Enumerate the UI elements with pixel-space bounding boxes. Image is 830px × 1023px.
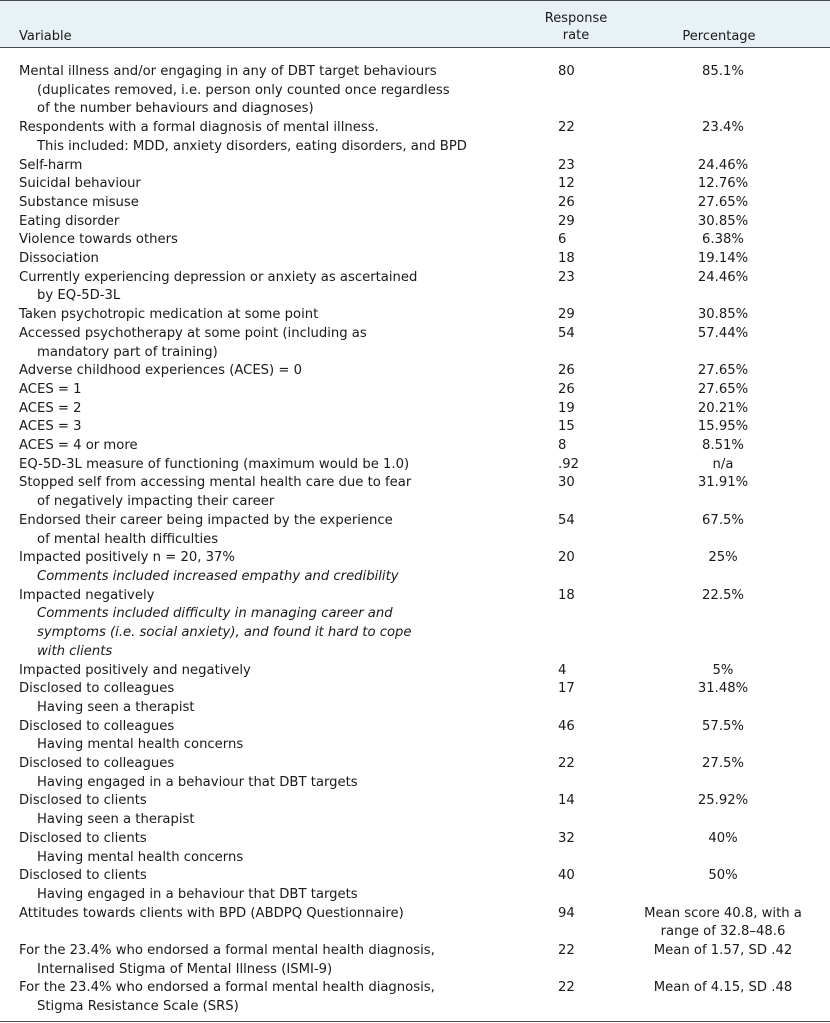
cell-variable-line: Comments included difficulty in managing career and (37, 606, 393, 622)
cell-variable (0, 755, 524, 792)
cell-percentage (628, 325, 818, 362)
cell-percentage-line: 6.38% (702, 232, 744, 248)
header-response-line1: Response (544, 11, 608, 26)
cell-variable-line: Having engaged in a behaviour that DBT targets (37, 774, 358, 790)
cell-variable-line: Impacted positively and negatively (19, 662, 251, 678)
table-row (0, 381, 830, 400)
cell-percentage-line: 85.1% (702, 64, 744, 79)
bottom-rule (0, 1021, 830, 1022)
cell-percentage (628, 250, 818, 269)
cell-response-rate: 20 (558, 550, 575, 566)
cell-variable-line: Violence towards others (19, 232, 178, 248)
cell-variable-line: Substance misuse (19, 194, 139, 210)
cell-percentage-line: 12.76% (697, 176, 749, 192)
cell-variable-line: Having seen a therapist (37, 699, 195, 715)
cell-percentage-line: Mean of 4.15, SD .48 (653, 980, 793, 996)
cell-percentage-line: 23.4% (702, 120, 744, 136)
cell-percentage (628, 755, 818, 792)
table-row (0, 250, 830, 269)
table-row (0, 194, 830, 213)
cell-variable-line: Taken psychotropic medication at some point (19, 307, 319, 323)
cell-variable-line: Adverse childhood experiences (ACES) = 0 (19, 363, 303, 379)
cell-percentage (628, 456, 818, 475)
table-row (0, 587, 830, 662)
cell-variable (0, 175, 524, 194)
cell-percentage-line: n/a (712, 456, 734, 472)
cell-percentage (628, 157, 818, 176)
cell-variable-line: Attitudes towards clients with BPD (ABDPQ Questionnaire) (19, 905, 404, 921)
cell-percentage (628, 587, 818, 662)
table-header (0, 0, 830, 48)
cell-response-rate: 23 (558, 157, 575, 173)
cell-variable-line: by EQ-5D-3L (37, 288, 121, 304)
table-row (0, 662, 830, 681)
cell-variable (0, 381, 524, 400)
cell-variable-line: Disclosed to clients (19, 868, 147, 884)
cell-percentage-line: 67.5% (702, 512, 744, 528)
cell-percentage (628, 942, 818, 979)
cell-percentage-line: Mean of 1.57, SD .42 (653, 943, 793, 959)
cell-variable-line: Internalised Stigma of Mental Illness (ISMI-9) (37, 961, 333, 977)
cell-variable (0, 456, 524, 475)
cell-variable (0, 269, 524, 306)
cell-response-rate: 12 (558, 176, 575, 192)
table-row (0, 306, 830, 325)
cell-variable-line: symptoms (i.e. social anxiety), and found it hard to cope (37, 625, 412, 641)
cell-variable-line: Endorsed their career being impacted by the experience (19, 512, 393, 528)
cell-percentage (628, 437, 818, 456)
cell-response-rate: 18 (558, 587, 575, 603)
cell-response-rate: 22 (558, 980, 575, 996)
cell-variable-line: This included: MDD, anxiety disorders, eating disorders, and BPD (37, 138, 467, 154)
cell-variable-line: ACES = 3 (19, 419, 82, 435)
cell-variable (0, 792, 524, 829)
cell-variable (0, 680, 524, 717)
cell-percentage (628, 549, 818, 586)
cell-percentage-line: 31.91% (697, 475, 749, 491)
cell-variable (0, 157, 524, 176)
table-row (0, 830, 830, 867)
cell-percentage-line: Mean score 40.8, with a (644, 905, 802, 921)
cell-variable (0, 213, 524, 232)
cell-percentage (628, 718, 818, 755)
table-row (0, 119, 830, 156)
cell-variable-line: Comments included increased empathy and credibility (37, 568, 399, 584)
cell-percentage (628, 905, 818, 942)
cell-percentage (628, 231, 818, 250)
cell-variable (0, 867, 524, 904)
cell-percentage-line: 24.46% (697, 157, 749, 173)
cell-variable-line: Eating disorder (19, 213, 120, 229)
cell-percentage (628, 474, 818, 511)
cell-variable (0, 194, 524, 213)
table-row (0, 979, 830, 1016)
cell-variable (0, 437, 524, 456)
cell-variable-line: Disclosed to clients (19, 830, 147, 846)
table-row (0, 549, 830, 586)
table-row (0, 269, 830, 306)
cell-percentage (628, 512, 818, 549)
cell-variable-line: Having seen a therapist (37, 812, 195, 828)
cell-response-rate: 22 (558, 756, 575, 772)
cell-variable (0, 905, 524, 942)
cell-percentage-line: 27.5% (702, 756, 744, 772)
table-row (0, 718, 830, 755)
cell-response-rate: 30 (558, 475, 575, 491)
cell-variable (0, 942, 524, 979)
cell-variable-line: Currently experiencing depression or anxiety as ascertained (19, 269, 418, 285)
cell-percentage (628, 792, 818, 829)
cell-percentage-line: 30.85% (697, 307, 749, 323)
cell-variable (0, 587, 524, 662)
cell-variable-line: Stigma Resistance Scale (SRS) (37, 999, 239, 1015)
cell-variable-line: Self-harm (19, 157, 83, 173)
cell-variable-line: Having mental health concerns (37, 737, 244, 753)
table-row (0, 231, 830, 250)
cell-response-rate: 80 (558, 64, 575, 79)
cell-percentage (628, 381, 818, 400)
cell-variable (0, 400, 524, 419)
cell-percentage-line: 25.92% (697, 793, 749, 809)
table-row (0, 512, 830, 549)
cell-percentage (628, 867, 818, 904)
cell-variable (0, 250, 524, 269)
cell-percentage (628, 680, 818, 717)
cell-response-rate: 29 (558, 213, 575, 229)
cell-response-rate: 14 (558, 793, 575, 809)
cell-variable (0, 830, 524, 867)
cell-response-rate: 32 (558, 830, 575, 846)
cell-variable-line: of mental health difficulties (37, 531, 219, 547)
cell-variable (0, 231, 524, 250)
cell-variable-line: Having engaged in a behaviour that DBT targets (37, 886, 358, 902)
cell-percentage (628, 362, 818, 381)
table-row (0, 63, 830, 119)
cell-variable (0, 718, 524, 755)
cell-percentage-line: 57.44% (697, 325, 749, 341)
cell-percentage (628, 306, 818, 325)
cell-variable (0, 306, 524, 325)
cell-percentage-line: 8.51% (702, 438, 744, 454)
cell-variable (0, 662, 524, 681)
cell-variable-line: Stopped self from accessing mental health care due to fear (19, 475, 412, 491)
cell-response-rate: 15 (558, 419, 575, 435)
cell-response-rate: 40 (558, 868, 575, 884)
cell-percentage-line: 20.21% (697, 400, 749, 416)
table-row (0, 905, 830, 942)
cell-response-rate: 18 (558, 251, 575, 267)
cell-percentage-line: range of 32.8–48.6 (660, 924, 786, 940)
cell-variable-line: ACES = 1 (19, 381, 82, 397)
cell-variable (0, 119, 524, 156)
cell-variable-line: Disclosed to colleagues (19, 681, 175, 697)
cell-percentage (628, 213, 818, 232)
cell-variable-line: Dissociation (19, 251, 99, 267)
table-row (0, 456, 830, 475)
table-body (0, 63, 830, 1017)
cell-response-rate: 22 (558, 943, 575, 959)
cell-variable (0, 979, 524, 1016)
table-row (0, 157, 830, 176)
cell-percentage-line: 27.65% (697, 194, 749, 210)
header-percentage: Percentage (682, 29, 756, 44)
cell-response-rate: 4 (558, 662, 567, 678)
cell-percentage-line: 57.5% (702, 718, 744, 734)
cell-response-rate: 23 (558, 269, 575, 285)
cell-variable-line: of the number behaviours and diagnoses) (37, 101, 314, 117)
cell-variable-line: (duplicates removed, i.e. person only counted once regardless (37, 82, 450, 98)
cell-response-rate: 26 (558, 381, 575, 397)
table-row (0, 175, 830, 194)
cell-percentage-line: 24.46% (697, 269, 749, 285)
cell-variable (0, 474, 524, 511)
cell-percentage (628, 194, 818, 213)
cell-response-rate: 29 (558, 307, 575, 323)
header-response-line2: rate (562, 28, 590, 43)
header-variable: Variable (19, 29, 72, 44)
cell-variable (0, 362, 524, 381)
cell-response-rate: 26 (558, 194, 575, 210)
header-response-rate (524, 10, 628, 44)
cell-variable (0, 63, 524, 119)
cell-variable-line: ACES = 2 (19, 400, 82, 416)
cell-variable-line: Impacted positively n = 20, 37% (19, 550, 235, 566)
cell-variable-line: For the 23.4% who endorsed a formal mental health diagnosis, (19, 980, 435, 996)
table-row (0, 680, 830, 717)
cell-percentage-line: 15.95% (697, 419, 749, 435)
table-row (0, 437, 830, 456)
cell-response-rate: 54 (558, 512, 575, 528)
cell-variable (0, 418, 524, 437)
cell-variable-line: Mental illness and/or engaging in any of DBT target behaviours (19, 64, 437, 79)
cell-percentage-line: 5% (712, 662, 734, 678)
cell-variable-line: ACES = 4 or more (19, 438, 138, 454)
cell-percentage (628, 979, 818, 1016)
cell-response-rate: 46 (558, 718, 575, 734)
cell-variable-line: Disclosed to colleagues (19, 756, 175, 772)
cell-percentage-line: 19.14% (697, 251, 749, 267)
cell-response-rate: 19 (558, 400, 575, 416)
cell-variable-line: Suicidal behaviour (19, 176, 141, 192)
cell-percentage-line: 30.85% (697, 213, 749, 229)
table-row (0, 325, 830, 362)
cell-variable-line: Disclosed to colleagues (19, 718, 175, 734)
cell-percentage (628, 400, 818, 419)
cell-percentage-line: 27.65% (697, 381, 749, 397)
table-row (0, 755, 830, 792)
cell-percentage (628, 830, 818, 867)
cell-response-rate: 8 (558, 438, 567, 454)
cell-percentage-line: 40% (708, 830, 738, 846)
cell-percentage-line: 27.65% (697, 363, 749, 379)
table-row (0, 867, 830, 904)
cell-response-rate: .92 (558, 456, 579, 472)
cell-response-rate: 26 (558, 363, 575, 379)
cell-variable-line: Accessed psychotherapy at some point (including as (19, 325, 367, 341)
cell-percentage-line: 31.48% (697, 681, 749, 697)
cell-percentage-line: 22.5% (702, 587, 744, 603)
table-row (0, 400, 830, 419)
cell-percentage (628, 662, 818, 681)
cell-percentage (628, 63, 818, 119)
cell-variable-line: Disclosed to clients (19, 793, 147, 809)
cell-response-rate: 54 (558, 325, 575, 341)
table-row (0, 474, 830, 511)
cell-variable (0, 549, 524, 586)
cell-percentage (628, 119, 818, 156)
cell-variable-line: For the 23.4% who endorsed a formal mental health diagnosis, (19, 943, 435, 959)
cell-variable-line: Having mental health concerns (37, 849, 244, 865)
cell-response-rate: 17 (558, 681, 575, 697)
cell-response-rate: 94 (558, 905, 575, 921)
table-row (0, 418, 830, 437)
cell-response-rate: 22 (558, 120, 575, 136)
cell-variable (0, 325, 524, 362)
cell-variable-line: with clients (37, 643, 113, 659)
cell-variable-line: Respondents with a formal diagnosis of mental illness. (19, 120, 379, 136)
cell-variable-line: of negatively impacting their career (37, 494, 275, 510)
cell-variable-line: mandatory part of training) (37, 344, 218, 360)
cell-variable (0, 512, 524, 549)
table-row (0, 213, 830, 232)
table-row (0, 792, 830, 829)
cell-percentage (628, 175, 818, 194)
cell-response-rate: 6 (558, 232, 567, 248)
cell-percentage-line: 50% (708, 868, 738, 884)
table-row (0, 942, 830, 979)
cell-percentage-line: 25% (708, 550, 738, 566)
cell-percentage (628, 418, 818, 437)
cell-variable-line: EQ-5D-3L measure of functioning (maximum would be 1.0) (19, 456, 410, 472)
table-row (0, 362, 830, 381)
cell-percentage (628, 269, 818, 306)
cell-variable-line: Impacted negatively (19, 587, 155, 603)
